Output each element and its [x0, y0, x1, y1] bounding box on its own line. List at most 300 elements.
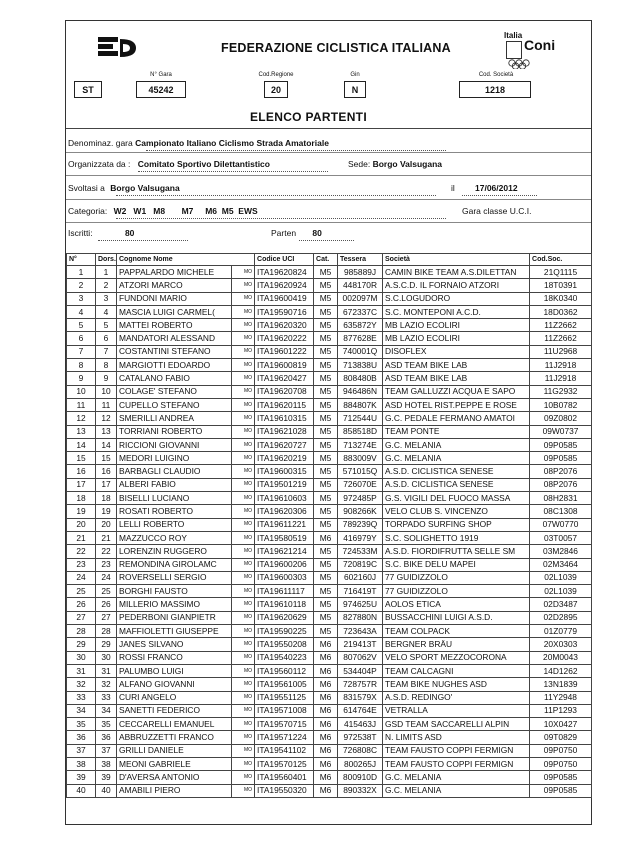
cell-region-tag: MO — [232, 611, 255, 624]
cell-societa: TEAM FAUSTO COPPI FERMIGN — [383, 744, 530, 757]
svoltasi-value: Borgo Valsugana — [110, 183, 180, 193]
table-row — [67, 731, 592, 744]
cell-uci: ITA19620427 — [255, 372, 314, 385]
cell-uci: ITA19620320 — [255, 319, 314, 332]
cell-region-tag: MO — [232, 465, 255, 478]
cell-tessera: 831579X — [338, 691, 383, 704]
cell-societa: S.C.LOGUDORO — [383, 292, 530, 305]
table-row — [67, 438, 592, 451]
cell-name: TORRIANI ROBERTO — [117, 425, 232, 438]
cell-name: CURI ANGELO — [117, 691, 232, 704]
cell-societa: VETRALLA — [383, 704, 530, 717]
table-row — [67, 492, 592, 505]
cell-tessera: 723643A — [338, 625, 383, 638]
table-row — [67, 664, 592, 677]
cell-name: AMABILI PIERO — [117, 784, 232, 797]
cell-uci: ITA19501219 — [255, 478, 314, 491]
cell-codsoc: 21Q1115 — [530, 266, 592, 279]
cell-region-tag: MO — [232, 505, 255, 518]
cell-cat: M5 — [314, 438, 338, 451]
cell-societa: S.C. SOLIGHETTO 1919 — [383, 531, 530, 544]
cell-codsoc: 09P0585 — [530, 784, 592, 797]
cell-societa: G.C. PEDALE FERMANO AMATOI — [383, 412, 530, 425]
cell-tessera: 602160J — [338, 571, 383, 584]
table-row — [67, 425, 592, 438]
cell-codsoc: 11Y2948 — [530, 691, 592, 704]
cell-codsoc: 03M2846 — [530, 545, 592, 558]
cell-uci: ITA19551125 — [255, 691, 314, 704]
cell-name: ATZORI MARCO — [117, 279, 232, 292]
cell-tessera: 713274E — [338, 438, 383, 451]
cell-dors: 37 — [96, 744, 117, 757]
cell-cat: M6 — [314, 531, 338, 544]
table-body — [67, 266, 592, 798]
cell-dors: 28 — [96, 625, 117, 638]
cell-region-tag: MO — [232, 757, 255, 770]
col-header-uci: Codice UCI — [255, 254, 314, 266]
cell-name: ABBRUZZETTI FRANCO — [117, 731, 232, 744]
divider — [66, 199, 591, 200]
denominaz-label: Denominaz. gara — [68, 138, 133, 148]
cell-n: 6 — [67, 332, 96, 345]
cell-region-tag: MO — [232, 691, 255, 704]
organizzata-label: Organizzata da : — [68, 159, 131, 169]
cell-cat: M5 — [314, 625, 338, 638]
fci-logo-icon — [96, 35, 138, 61]
cell-name: PALUMBO LUIGI — [117, 664, 232, 677]
cell-codsoc: 13N1839 — [530, 678, 592, 691]
table-row — [67, 757, 592, 770]
cell-region-tag: MO — [232, 598, 255, 611]
cell-n: 30 — [67, 651, 96, 664]
cell-dors: 25 — [96, 585, 117, 598]
table-row — [67, 771, 592, 784]
cell-codsoc: 11U2968 — [530, 345, 592, 358]
cell-n: 15 — [67, 452, 96, 465]
cell-uci: ITA19560112 — [255, 664, 314, 677]
cell-name: CECCARELLI EMANUEL — [117, 718, 232, 731]
cell-region-tag: MO — [232, 585, 255, 598]
cell-societa: TEAM CALCAGNI — [383, 664, 530, 677]
cell-region-tag: MO — [232, 425, 255, 438]
dotted-line — [146, 150, 446, 151]
cell-tessera: 974625U — [338, 598, 383, 611]
cell-societa: A.S.D. CICLISTICA SENESE — [383, 465, 530, 478]
cell-codsoc: 09P0585 — [530, 771, 592, 784]
cell-societa: A.S.D. CICLISTICA SENESE — [383, 478, 530, 491]
cell-uci: ITA19570125 — [255, 757, 314, 770]
cell-name: LORENZIN RUGGERO — [117, 545, 232, 558]
cell-uci: ITA19600303 — [255, 571, 314, 584]
table-row — [67, 292, 592, 305]
cell-dors: 5 — [96, 319, 117, 332]
cell-dors: 15 — [96, 452, 117, 465]
cell-dors: 3 — [96, 292, 117, 305]
cell-cat: M6 — [314, 757, 338, 770]
cell-cat: M6 — [314, 718, 338, 731]
cell-region-tag: MO — [232, 718, 255, 731]
cell-cat: M5 — [314, 465, 338, 478]
cell-region-tag: MO — [232, 531, 255, 544]
cell-name: LELLI ROBERTO — [117, 518, 232, 531]
cell-n: 1 — [67, 266, 96, 279]
cell-societa: G.C. MELANIA — [383, 771, 530, 784]
date-value: 17/06/2012 — [475, 183, 518, 193]
regione-caption: Cod.Regione — [258, 72, 294, 78]
cell-name: BARBAGLI CLAUDIO — [117, 465, 232, 478]
cell-dors: 7 — [96, 345, 117, 358]
cell-name: COLAGE' STEFANO — [117, 385, 232, 398]
table-row — [67, 279, 592, 292]
cell-tessera: 635872Y — [338, 319, 383, 332]
cell-tessera: 571015Q — [338, 465, 383, 478]
iscritti-label: Iscritti: — [68, 228, 93, 238]
cell-codsoc: 11Z2662 — [530, 319, 592, 332]
cell-cat: M5 — [314, 558, 338, 571]
table-row — [67, 266, 592, 279]
table-row — [67, 372, 592, 385]
cell-codsoc: 18D0362 — [530, 305, 592, 318]
cell-uci: ITA19541102 — [255, 744, 314, 757]
cell-region-tag: MO — [232, 678, 255, 691]
cell-societa: MB LAZIO ECOLIRI — [383, 332, 530, 345]
cell-cat: M5 — [314, 518, 338, 531]
table-row — [67, 465, 592, 478]
denominaz-row — [68, 138, 329, 148]
cell-n: 14 — [67, 438, 96, 451]
table-row — [67, 718, 592, 731]
cell-cat: M6 — [314, 784, 338, 797]
st-box: ST — [74, 81, 102, 98]
cell-cat: M5 — [314, 492, 338, 505]
cell-cat: M5 — [314, 372, 338, 385]
cell-cat: M5 — [314, 585, 338, 598]
cell-codsoc: 20X0303 — [530, 638, 592, 651]
cell-uci: ITA19610603 — [255, 492, 314, 505]
cell-n: 26 — [67, 598, 96, 611]
sede-label: Sede: — [348, 159, 371, 169]
cell-uci: ITA19580519 — [255, 531, 314, 544]
cell-dors: 12 — [96, 412, 117, 425]
list-title: ELENCO PARTENTI — [250, 110, 367, 124]
cell-cat: M5 — [314, 398, 338, 411]
cell-region-tag: MO — [232, 638, 255, 651]
cell-dors: 27 — [96, 611, 117, 624]
cell-region-tag: MO — [232, 385, 255, 398]
table-row — [67, 319, 592, 332]
col-header-dors: Dors. — [96, 254, 117, 266]
cell-region-tag: MO — [232, 372, 255, 385]
divider — [66, 175, 591, 176]
cell-dors: 40 — [96, 784, 117, 797]
cell-n: 37 — [67, 744, 96, 757]
cell-name: JANES SILVANO — [117, 638, 232, 651]
cell-tessera: 908266K — [338, 505, 383, 518]
cell-societa: S.C. MONTEPONI A.C.D. — [383, 305, 530, 318]
cell-n: 13 — [67, 425, 96, 438]
gara-classe-label: Gara classe U.C.I. — [462, 206, 532, 216]
table-row — [67, 558, 592, 571]
cell-n: 11 — [67, 398, 96, 411]
cell-region-tag: MO — [232, 412, 255, 425]
table-row — [67, 678, 592, 691]
cell-region-tag: MO — [232, 292, 255, 305]
cell-region-tag: MO — [232, 452, 255, 465]
cell-codsoc: 08H2831 — [530, 492, 592, 505]
cell-cat: M5 — [314, 545, 338, 558]
table-row — [67, 505, 592, 518]
cell-n: 18 — [67, 492, 96, 505]
cell-tessera: 946486N — [338, 385, 383, 398]
cell-tessera: 740001Q — [338, 345, 383, 358]
cell-dors: 17 — [96, 478, 117, 491]
cell-region-tag: MO — [232, 545, 255, 558]
cell-codsoc: 09P0585 — [530, 438, 592, 451]
cell-dors: 1 — [96, 266, 117, 279]
cell-tessera: 712544U — [338, 412, 383, 425]
cell-name: MATTEI ROBERTO — [117, 319, 232, 332]
partenti-value: 80 — [312, 228, 322, 238]
cell-uci: ITA19620824 — [255, 266, 314, 279]
cell-n: 20 — [67, 518, 96, 531]
cell-cat: M5 — [314, 292, 338, 305]
cell-name: MASCIA LUIGI CARMEL( — [117, 305, 232, 318]
iscritti-value: 80 — [124, 228, 135, 238]
cell-tessera: 972485P — [338, 492, 383, 505]
sede-row — [348, 159, 442, 169]
cell-uci: ITA19571224 — [255, 731, 314, 744]
col-header-societa: Società — [383, 254, 530, 266]
cell-name: CUPELLO STEFANO — [117, 398, 232, 411]
cell-n: 23 — [67, 558, 96, 571]
cell-codsoc: 11Z2662 — [530, 332, 592, 345]
cell-n: 32 — [67, 678, 96, 691]
table-row — [67, 585, 592, 598]
cell-dors: 6 — [96, 332, 117, 345]
cell-cat: M5 — [314, 305, 338, 318]
cell-societa: G.S. VIGILI DEL FUOCO MASSA — [383, 492, 530, 505]
cell-n: 28 — [67, 625, 96, 638]
cell-name: PAPPALARDO MICHELE — [117, 266, 232, 279]
cell-societa: TEAM COLPACK — [383, 625, 530, 638]
cell-cat: M5 — [314, 505, 338, 518]
cell-name: ROVERSELLI SERGIO — [117, 571, 232, 584]
cell-n: 17 — [67, 478, 96, 491]
cell-societa: A.S.D. FIORDIFRUTTA SELLE SM — [383, 545, 530, 558]
cell-codsoc: 09W0737 — [530, 425, 592, 438]
cell-uci: ITA19571008 — [255, 704, 314, 717]
cell-tessera: 726808C — [338, 744, 383, 757]
cell-n: 31 — [67, 664, 96, 677]
cell-name: ALBERI FABIO — [117, 478, 232, 491]
table-row — [67, 638, 592, 651]
cell-dors: 19 — [96, 505, 117, 518]
cell-codsoc: 11G2932 — [530, 385, 592, 398]
cell-uci: ITA19620924 — [255, 279, 314, 292]
cell-region-tag: MO — [232, 784, 255, 797]
cell-cat: M6 — [314, 744, 338, 757]
cell-cat: M6 — [314, 651, 338, 664]
categoria-value: W2 W1 M8 M7 M6 M5 EWS — [113, 206, 258, 216]
dotted-line — [299, 240, 354, 241]
cell-cat: M5 — [314, 425, 338, 438]
cell-societa: TEAM FAUSTO COPPI FERMIGN — [383, 757, 530, 770]
cell-dors: 18 — [96, 492, 117, 505]
cell-tessera: 726070E — [338, 478, 383, 491]
cell-dors: 4 — [96, 305, 117, 318]
cell-name: BORGHI FAUSTO — [117, 585, 232, 598]
cell-tessera: 415463J — [338, 718, 383, 731]
cell-n: 9 — [67, 372, 96, 385]
cell-region-tag: MO — [232, 266, 255, 279]
cell-societa: MB LAZIO ECOLIRI — [383, 319, 530, 332]
table-row — [67, 359, 592, 372]
cell-codsoc: 02L1039 — [530, 571, 592, 584]
table-row — [67, 531, 592, 544]
cell-name: REMONDINA GIROLAMC — [117, 558, 232, 571]
cell-uci: ITA19621028 — [255, 425, 314, 438]
cell-n: 16 — [67, 465, 96, 478]
cell-tessera: 448170R — [338, 279, 383, 292]
dotted-line — [138, 171, 328, 172]
cell-codsoc: 09P0750 — [530, 757, 592, 770]
cell-tessera: 789239Q — [338, 518, 383, 531]
cell-dors: 8 — [96, 359, 117, 372]
cell-codsoc: 08P2076 — [530, 478, 592, 491]
cell-uci: ITA19600419 — [255, 292, 314, 305]
table-row — [67, 398, 592, 411]
cell-codsoc: 08P2076 — [530, 465, 592, 478]
table-row — [67, 332, 592, 345]
cell-codsoc: 07W0770 — [530, 518, 592, 531]
cell-societa: N. LIMITS ASD — [383, 731, 530, 744]
cell-tessera: 724533M — [338, 545, 383, 558]
cell-uci: ITA19550320 — [255, 784, 314, 797]
cell-codsoc: 03T0057 — [530, 531, 592, 544]
table-row — [67, 412, 592, 425]
cell-n: 38 — [67, 757, 96, 770]
cell-tessera: 800910D — [338, 771, 383, 784]
cell-cat: M5 — [314, 332, 338, 345]
cell-uci: ITA19600315 — [255, 465, 314, 478]
col-header-codsoc: Cod.Soc. — [530, 254, 592, 266]
cell-tessera: 877628E — [338, 332, 383, 345]
cell-codsoc: 02M3464 — [530, 558, 592, 571]
svoltasi-label: Svoltasi a — [68, 183, 105, 193]
table-row — [67, 651, 592, 664]
cell-dors: 14 — [96, 438, 117, 451]
cell-tessera: 416979Y — [338, 531, 383, 544]
cell-tessera: 972538T — [338, 731, 383, 744]
cell-uci: ITA19611117 — [255, 585, 314, 598]
cell-uci: ITA19610315 — [255, 412, 314, 425]
cell-tessera: 534404P — [338, 664, 383, 677]
sede-value: Borgo Valsugana — [372, 159, 443, 169]
cell-societa: CAMIN BIKE TEAM A.S.DILETTAN — [383, 266, 530, 279]
cell-cat: M5 — [314, 478, 338, 491]
cell-tessera: 884807K — [338, 398, 383, 411]
cell-n: 25 — [67, 585, 96, 598]
il-label: il — [451, 183, 455, 193]
table-row — [67, 744, 592, 757]
cell-name: PEDERBONI GIANPIETR — [117, 611, 232, 624]
cell-societa: ASD TEAM BIKE LAB — [383, 359, 530, 372]
table-row — [67, 611, 592, 624]
cell-cat: M6 — [314, 731, 338, 744]
cell-n: 3 — [67, 292, 96, 305]
cell-societa: BERGNER BRÄU — [383, 638, 530, 651]
cell-dors: 24 — [96, 571, 117, 584]
cell-uci: ITA19600206 — [255, 558, 314, 571]
cell-dors: 30 — [96, 651, 117, 664]
cell-tessera: 807062V — [338, 651, 383, 664]
cell-cat: M5 — [314, 611, 338, 624]
cell-region-tag: MO — [232, 398, 255, 411]
cell-tessera: 890332X — [338, 784, 383, 797]
gin-box: N — [344, 81, 366, 98]
cell-name: MEONI GABRIELE — [117, 757, 232, 770]
cell-name: ALFANO GIOVANNI — [117, 678, 232, 691]
cell-tessera: 858518D — [338, 425, 383, 438]
coni-name: Coni — [524, 37, 556, 53]
cell-cat: M5 — [314, 345, 338, 358]
cell-region-tag: MO — [232, 625, 255, 638]
cell-tessera: 985889J — [338, 266, 383, 279]
cell-dors: 34 — [96, 704, 117, 717]
cell-codsoc: 20M0043 — [530, 651, 592, 664]
cell-codsoc: 09P0585 — [530, 452, 592, 465]
cell-codsoc: 10X0427 — [530, 718, 592, 731]
cell-region-tag: MO — [232, 744, 255, 757]
cell-tessera: 002097M — [338, 292, 383, 305]
cell-uci: ITA19610118 — [255, 598, 314, 611]
cell-codsoc: 02D2895 — [530, 611, 592, 624]
cell-cat: M5 — [314, 571, 338, 584]
cell-uci: ITA19550208 — [255, 638, 314, 651]
cell-societa: ASD TEAM BIKE LAB — [383, 372, 530, 385]
cell-uci: ITA19621214 — [255, 545, 314, 558]
cell-uci: ITA19620727 — [255, 438, 314, 451]
cell-tessera: 728757R — [338, 678, 383, 691]
cell-codsoc: 18T0391 — [530, 279, 592, 292]
cell-uci: ITA19540223 — [255, 651, 314, 664]
partenti-row — [271, 228, 322, 238]
cell-tessera: 720819C — [338, 558, 383, 571]
cell-cat: M5 — [314, 279, 338, 292]
cell-region-tag: MO — [232, 345, 255, 358]
cell-n: 34 — [67, 704, 96, 717]
cell-dors: 9 — [96, 372, 117, 385]
cell-n: 5 — [67, 319, 96, 332]
cell-dors: 29 — [96, 638, 117, 651]
cell-codsoc: 08C1308 — [530, 505, 592, 518]
svoltasi-row — [68, 183, 180, 193]
gara-caption: N° Gara — [150, 72, 172, 78]
cell-n: 22 — [67, 545, 96, 558]
cell-societa: 77 GUIDIZZOLO — [383, 571, 530, 584]
cell-region-tag: MO — [232, 571, 255, 584]
coni-logo — [504, 31, 576, 71]
cell-dors: 22 — [96, 545, 117, 558]
regione-box: 20 — [264, 81, 288, 98]
cell-uci: ITA19620219 — [255, 452, 314, 465]
cell-n: 21 — [67, 531, 96, 544]
cell-societa: VELO CLUB S. VINCENZO — [383, 505, 530, 518]
cell-dors: 23 — [96, 558, 117, 571]
olympic-rings-icon — [507, 59, 537, 69]
cell-codsoc: 01Z0779 — [530, 625, 592, 638]
cell-cat: M5 — [314, 359, 338, 372]
